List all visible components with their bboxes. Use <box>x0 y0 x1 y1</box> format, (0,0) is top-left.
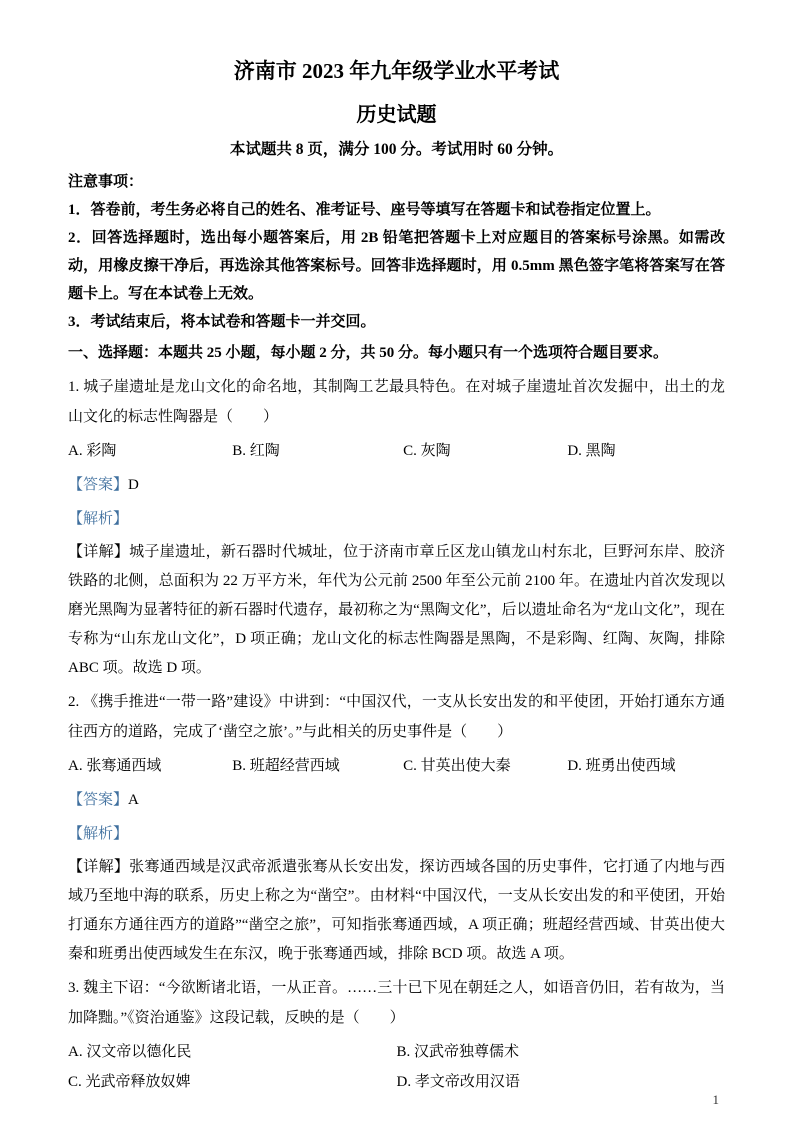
notice-item-3: 3．考试结束后，将本试卷和答题卡一并交回。 <box>68 314 376 330</box>
question-1-option-c: C. 灰陶 <box>403 443 451 459</box>
notice-item-1: 1．答卷前，考生务必将自己的姓名、准考证号、座号等填写在答题卡和试卷指定位置上。 <box>68 202 661 218</box>
detail-label: 【详解】 <box>68 544 130 560</box>
question-2-analysis-line <box>68 819 725 849</box>
question-2-options <box>68 751 725 781</box>
question-3-option-a: A. 汉文帝以德化民 <box>68 1044 192 1060</box>
question-1-detail-text: 城子崖遗址，新石器时代城址，位于济南市章丘区龙山镇龙山村东北，巨野河东岸、胶济铁路的北侧，总面积为 22 万平方米，年代为公元前 2500 年至公元前 2100 年。在遗址内首次发现以磨光黑陶为显著特征的新石器时代遗存，最初称之为“黑陶文化”，后以遗址命名为“龙山文化”，现在专称为“山东龙山文化”，D 项正确；龙山文化的标志性陶器是黑陶，不是彩陶、红陶、灰陶，排除 ABC 项。故选 D 项。 <box>68 544 725 676</box>
question-2-detail-text: 张骞通西域是汉武帝派遣张骞从长安出发，探访西域各国的历史事件，它打通了内地与西域乃至地中海的联系，历史上称之为“凿空”。由材料“中国汉代，一支从长安出发的和平使团，开始打通东方通往西方的道路”“凿空之旅”，可知指张骞通西域，A 项正确；班超经营西域、甘英出使大秦和班勇出使西域发生在东汉，晚于张骞通西域，排除 BCD 项。故选 A 项。 <box>68 859 725 962</box>
question-1-answer-line <box>68 470 725 500</box>
question-2-detail <box>68 853 725 969</box>
question-2-stem: 2. 《携手推进“一带一路”建设》中讲到：“中国汉代，一支从长安出发的和平使团，开始打通东方通往西方的道路，完成了‘凿空之旅’。”与此相关的历史事件是（ ） <box>68 694 725 740</box>
question-3-option-c: C. 光武帝释放奴婢 <box>68 1074 191 1090</box>
question-1-option-b: B. 红陶 <box>232 443 280 459</box>
detail-label: 【详解】 <box>68 859 130 875</box>
question-1-answer-value: D <box>128 477 139 493</box>
question-3-stem: 3. 魏主下诏：“今欲断诸北语，一从正音。……三十已下见在朝廷之人，如语音仍旧，若有故为，当加降黜。”《资治通鉴》这段记载，反映的是（ ） <box>68 980 725 1026</box>
page-number: 1 <box>712 1092 719 1107</box>
analysis-label: 【解析】 <box>68 826 129 842</box>
exam-info-line: 本试题共 8 页，满分 100 分。考试用时 60 分钟。 <box>229 141 564 158</box>
question-1-option-a: A. 彩陶 <box>68 443 117 459</box>
page-subtitle: 历史试题 <box>356 104 437 126</box>
question-1-options <box>68 436 725 466</box>
question-2-option-c: C. 甘英出使大秦 <box>403 758 511 774</box>
question-3-option-b: B. 汉武帝独尊儒术 <box>396 1044 520 1060</box>
question-1-detail <box>68 538 725 683</box>
question-3-option-d: D. 孝文帝改用汉语 <box>396 1074 520 1090</box>
question-2-answer-value: A <box>128 792 139 808</box>
answer-label: 【答案】 <box>68 477 129 493</box>
analysis-label: 【解析】 <box>68 511 129 527</box>
question-2-option-b: B. 班超经营西域 <box>232 758 340 774</box>
question-1-analysis-line <box>68 504 725 534</box>
question-3-options <box>68 1037 725 1097</box>
question-1-option-d: D. 黑陶 <box>567 443 616 459</box>
notice-item-2: 2．回答选择题时，选出每小题答案后，用 2B 铅笔把答题卡上对应题目的答案标号涂黑。如需改动，用橡皮擦干净后，再选涂其他答案标号。回答非选择题时，用 0.5mm 黑色签字笔将答案写在答题卡上。写在本试卷上无效。 <box>68 230 725 302</box>
question-2-option-d: D. 班勇出使西域 <box>567 758 676 774</box>
answer-label: 【答案】 <box>68 792 129 808</box>
question-2-option-a: A. 张骞通西域 <box>68 758 162 774</box>
question-2-answer-line <box>68 785 725 815</box>
notices-heading: 注意事项： <box>68 174 144 190</box>
section-heading: 一、选择题：本题共 25 小题，每小题 2 分，共 50 分。每小题只有一个选项符合题目要求。 <box>68 345 669 361</box>
page-title: 济南市 2023 年九年级学业水平考试 <box>233 59 560 83</box>
question-1-stem: 1. 城子崖遗址是龙山文化的命名地，其制陶工艺最具特色。在对城子崖遗址首次发掘中，出土的龙山文化的标志性陶器是（ ） <box>68 379 725 425</box>
